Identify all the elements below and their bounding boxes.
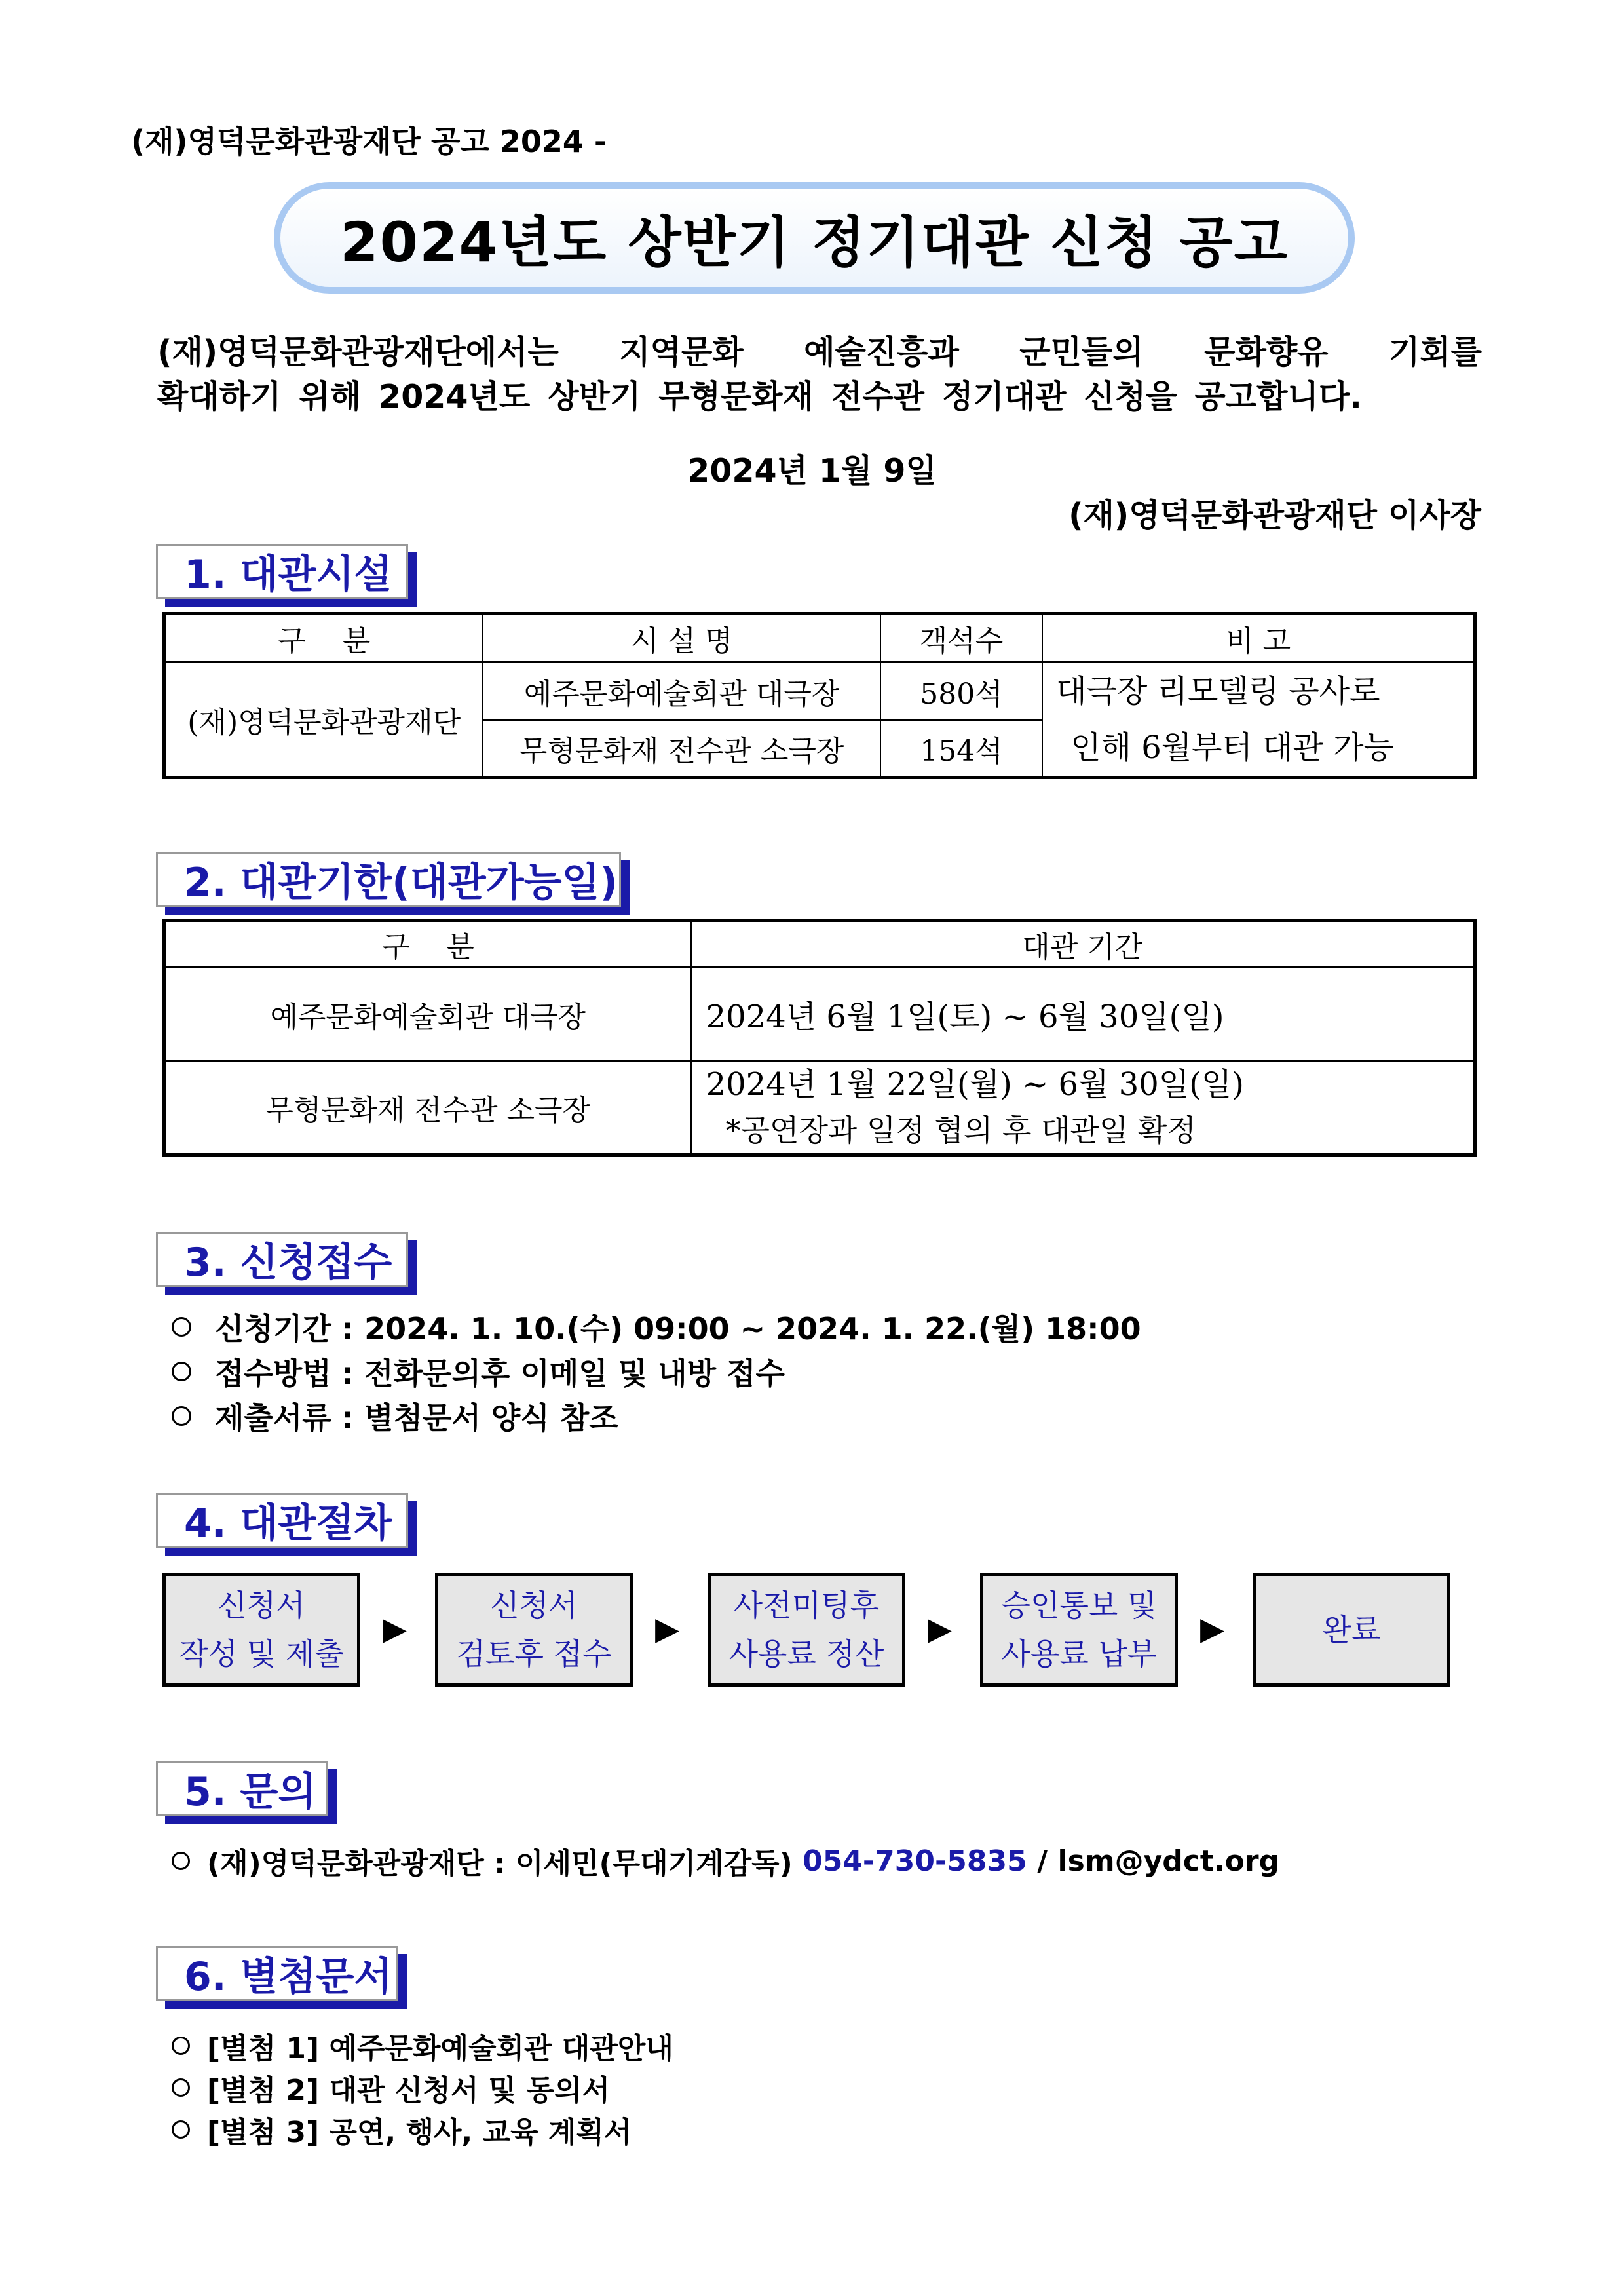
- table-cell-period-detail: [691, 1061, 1475, 1155]
- arrow-right-icon: ▶: [1200, 1611, 1224, 1647]
- section-heading-period: 2. 대관기한(대관가능일): [156, 852, 621, 907]
- note-line-1: 대극장 리모델링 공사로: [1056, 673, 1380, 710]
- signer: (재)영덕문화관광재단 이사장: [1068, 497, 1481, 534]
- table-header-category: 구 분: [164, 921, 691, 968]
- table-cell-note: [1042, 662, 1475, 778]
- procedure-step-5: 완료: [1253, 1573, 1450, 1687]
- inquiry-line: [172, 1840, 1279, 1882]
- bullet-circle-icon: [172, 1362, 191, 1381]
- table-header-note: 비 고: [1042, 614, 1475, 662]
- note-line-2: 인해 6월부터 대관 가능: [1070, 729, 1394, 766]
- inquiry-email: lsm@ydct.org: [1057, 1844, 1280, 1878]
- table-header-category: 구 분: [164, 614, 483, 662]
- arrow-right-icon: ▶: [655, 1611, 679, 1647]
- facilities-table: [162, 612, 1477, 779]
- table-cell-venue: 무형문화재 전수관 소극장: [164, 1061, 691, 1155]
- section-heading-attachments: 6. 별첨문서: [156, 1946, 398, 2001]
- table-cell-venue: 예주문화예술회관 대극장: [164, 968, 691, 1061]
- notice-number: (재)영덕문화관광재단 공고 2024 -: [131, 124, 607, 159]
- arrow-right-icon: ▶: [383, 1611, 407, 1647]
- procedure-step-2: 신청서 검토후 접수: [435, 1573, 633, 1687]
- table-header-seats: 객석수: [880, 614, 1043, 662]
- table-cell-period: 2024년 6월 1일(토) ~ 6월 30일(일): [691, 968, 1475, 1061]
- section-heading-application: 3. 신청접수: [156, 1232, 408, 1287]
- attachment-item: [별첨 1] 예주문화예술회관 대관안내: [172, 2025, 673, 2067]
- procedure-step-4: 승인통보 및 사용료 납부: [980, 1573, 1178, 1687]
- inquiry-phone: 054-730-5835: [803, 1844, 1027, 1878]
- bullet-circle-icon: [172, 1852, 190, 1870]
- notice-date: 2024년 1월 9일: [687, 452, 937, 489]
- attachment-item: [별첨 3] 공연, 행사, 교육 계획서: [172, 2109, 632, 2151]
- table-cell-seats: 580석: [880, 662, 1043, 720]
- section-heading-facilities: 1. 대관시설: [156, 544, 408, 599]
- arrow-right-icon: ▶: [928, 1611, 952, 1647]
- bullet-circle-icon: [172, 1406, 191, 1426]
- intro-line-1: (재)영덕문화관광재단에서는 지역문화 예술진흥과 군민들의 문화향유 기회를: [157, 334, 1482, 371]
- application-item: 신청기간 : 2024. 1. 10.(수) 09:00 ~ 2024. 1. 22.(월) 18:00: [172, 1305, 1141, 1349]
- page-title: 2024년도 상반기 정기대관 신청 공고: [274, 182, 1355, 294]
- table-cell-seats: 154석: [880, 720, 1043, 778]
- period-note: *공연장과 일정 협의 후 대관일 확정: [725, 1112, 1196, 1148]
- application-item: 접수방법 : 전화문의후 이메일 및 내방 접수: [172, 1350, 785, 1393]
- period-table: [162, 919, 1477, 1157]
- table-header-facility: 시 설 명: [483, 614, 880, 662]
- procedure-step-3: 사전미팅후 사용료 정산: [708, 1573, 905, 1687]
- bullet-circle-icon: [172, 2120, 190, 2139]
- procedure-step-1: 신청서 작성 및 제출: [162, 1573, 360, 1687]
- intro-line-2: 확대하기 위해 2024년도 상반기 무형문화재 전수관 정기대관 신청을 공고합니다.: [157, 378, 1362, 415]
- bullet-circle-icon: [172, 1317, 191, 1337]
- inquiry-contact: (재)영덕문화관광재단 : 이세민(무대기계감독): [207, 1847, 793, 1881]
- attachment-item: [별첨 2] 대관 신청서 및 동의서: [172, 2067, 610, 2109]
- period-text: 2024년 1월 22일(월) ~ 6월 30일(일): [706, 1065, 1244, 1103]
- section-heading-inquiry: 5. 문의: [156, 1761, 328, 1816]
- bullet-circle-icon: [172, 2037, 190, 2055]
- table-header-period: 대관 기간: [691, 921, 1475, 968]
- bullet-circle-icon: [172, 2078, 190, 2097]
- inquiry-separator: /: [1037, 1844, 1048, 1878]
- table-cell-facility: 무형문화재 전수관 소극장: [483, 720, 880, 778]
- table-cell-category: (재)영덕문화관광재단: [164, 662, 483, 778]
- application-item: 제출서류 : 별첨문서 양식 참조: [172, 1394, 618, 1438]
- table-cell-facility: 예주문화예술회관 대극장: [483, 662, 880, 720]
- section-heading-procedure: 4. 대관절차: [156, 1493, 408, 1548]
